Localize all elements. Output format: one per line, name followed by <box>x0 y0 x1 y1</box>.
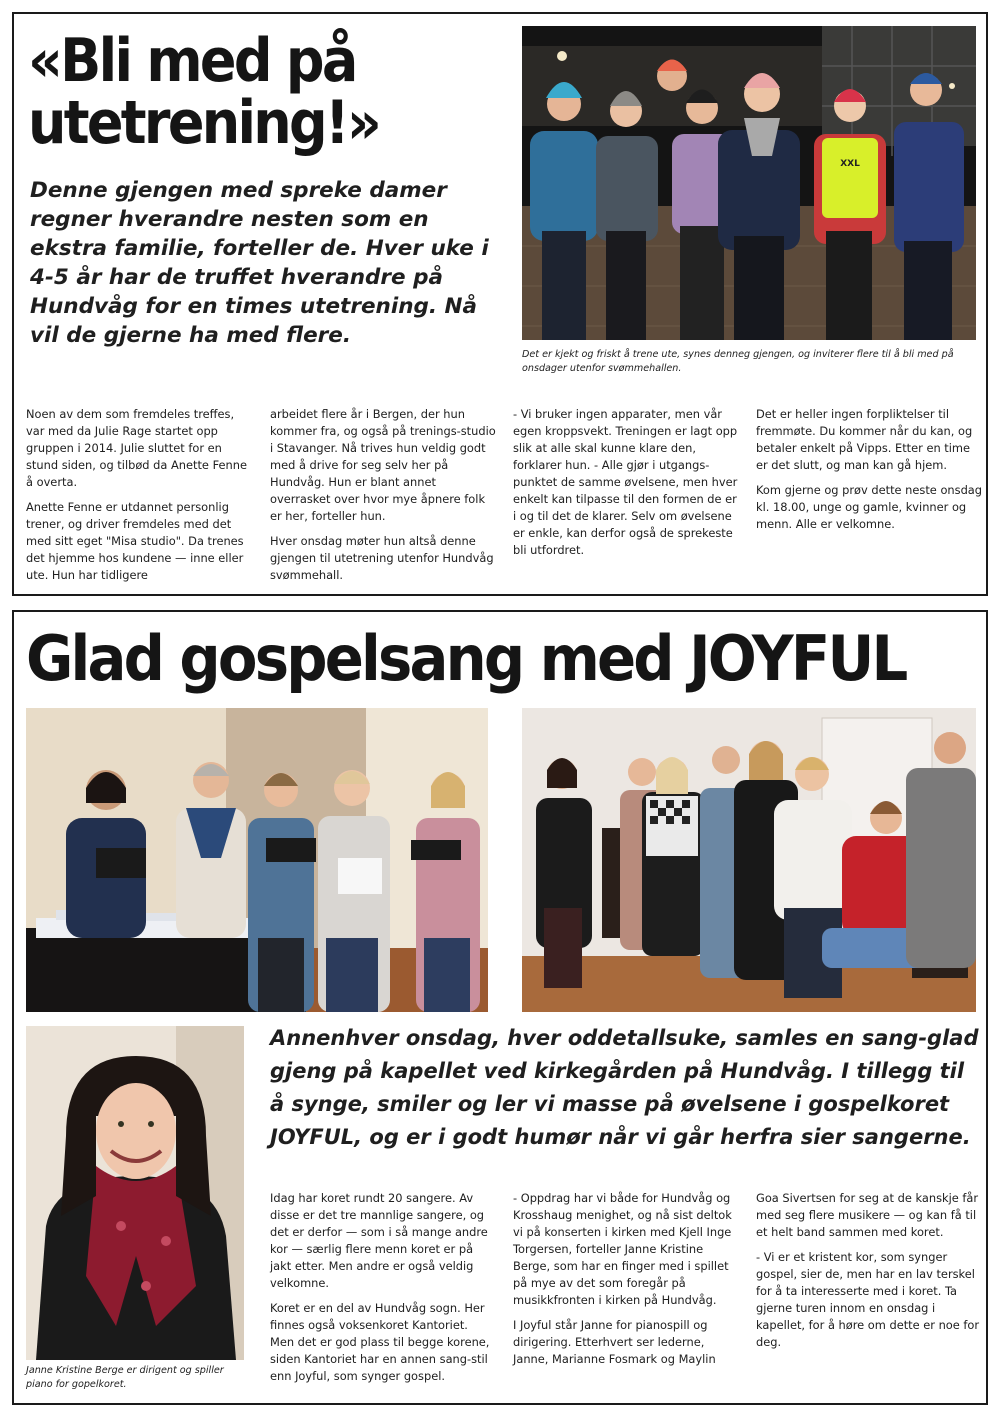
photo-outdoor-training-group <box>522 26 976 340</box>
paragraph: Det er heller ingen forpliktelser til fremmøte. Du kommer når du kan, og betaler enkelt på Vipps. Etter en time er det slutt, og man kan gå hjem. <box>756 407 973 472</box>
lead-utetrening: Denne gjengen med spreke damer regner hverandre nesten som en ekstra familie, forteller de. Hver uke i 4-5 år har de truffet hverandre på Hundvåg for en times utetrening. Nå vil de gjerne ha med flere. <box>30 178 489 348</box>
paragraph: Idag har koret rundt 20 sangere. Av disse er det tre mannlige sangere, og det er derfor — som i så mange andre kor — særlig flere menn koret er på jakt etter. Men andre er også veldig velkomne. <box>270 1191 488 1290</box>
headline-utetrening: «Bli med på utetrening!» <box>28 26 380 158</box>
paragraph: - Vi bruker ingen apparater, men vår egen kroppsvekt. Treningen er lagt opp slik at alle skal kunne klare den, forklarer hun. - Alle gjør i utgangs-punktet de samme øvelsene, men hver enkelt kan tilpasse til den formen de er i og til det de klarer. Selv om øvelsene er enkle, kan derfor også de sprekeste bli utfordret. <box>513 407 738 557</box>
paragraph: I Joyful står Janne for pianospill og dirigering. Etterhvert ser lederne, Janne, Marianne Fosmark og Maylin <box>513 1318 716 1366</box>
article-utetrening <box>12 12 988 596</box>
body-column-4 <box>756 406 982 541</box>
photo-choir-women-piano <box>26 708 488 1012</box>
body-column-3 <box>513 406 739 567</box>
vest-label: XXL <box>840 159 860 169</box>
paragraph: Anette Fenne er utdannet personlig trener, og driver fremdeles med det med sitt eget "Misa studio". Da trenes det hjemme hos kundene — inne eller ute. Hun har tidligere <box>26 500 244 582</box>
paragraph: - Vi er et kristent kor, som synger gospel, sier de, men har en lav terskel for å ta interesserte med i koret. Ta gjerne turen innom en onsdag i kapellet, for å høre om dette er noe for deg. <box>756 1250 980 1349</box>
paragraph: - Oppdrag har vi både for Hundvåg og Krosshaug menighet, og nå sist deltok vi på konserten i kirken med Kjell Inge Torgersen, forteller Janne Kristine Berge, som har en finger med i spillet på mye av det som foregår på musikkfronten i kirken på Hundvåg. <box>513 1191 732 1307</box>
photo-choir-group-rehearsal <box>522 708 976 1012</box>
lead-joyful: Annenhver onsdag, hver oddetallsuke, samles en sang-glad gjeng på kapellet ved kirkegården på Hundvåg. I tillegg til å synge, smiler og ler vi masse på øvelsene i gospelkoret JOYFUL, og er i godt humør når vi går herfra sier sangerne. <box>270 1026 979 1149</box>
body-column-1 <box>270 1190 492 1393</box>
paragraph: Kom gjerne og prøv dette neste onsdag kl. 18.00, unge og gamle, kvinner og menn. Alle er velkomne. <box>756 483 983 531</box>
headline-joyful: Glad gospelsang med JOYFUL <box>26 622 906 695</box>
paragraph: Hver onsdag møter hun altså denne gjengen til utetrening utenfor Hundvåg svømmehall. <box>270 534 494 582</box>
body-column-2 <box>270 406 496 592</box>
paragraph: Koret er en del av Hundvåg sogn. Her finnes også voksenkoret Kantoriet. Men det er god plass til begge korene, siden Kantoriet har en annen sang-stil enn Joyful, som synger gospel. <box>270 1301 490 1383</box>
paragraph: arbeidet flere år i Bergen, der hun kommer fra, og også på trenings-studio i Stavanger. Nå trives hun veldig godt med å drive for seg selv her på Hundvåg. Hun er blant annet overrasket over hvor mye åpnere folk er her, forteller hun. <box>270 407 496 523</box>
photo-caption-utetrening: Det er kjekt og friskt å trene ute, synes denneg gjengen, og inviterer flere til å bli med på onsdager utenfor svømmehallen. <box>522 349 954 374</box>
photo-caption-portrait: Janne Kristine Berge er dirigent og spiller piano for gopelkoret. <box>26 1365 224 1390</box>
body-column-1 <box>26 406 252 592</box>
paragraph: Noen av dem som fremdeles treffes, var med da Julie Rage startet opp gruppen i 2014. Julie sluttet for en stund siden, og tilbød da Anette Fenne å overta. <box>26 407 247 489</box>
article-joyful <box>12 610 988 1405</box>
paragraph: Goa Sivertsen for seg at de kanskje får med seg flere musikere — og kan få til et helt band sammen med koret. <box>756 1191 979 1239</box>
body-column-3 <box>756 1190 982 1359</box>
body-column-2 <box>513 1190 737 1376</box>
photo-portrait-janne-kristine-berge <box>26 1026 244 1360</box>
